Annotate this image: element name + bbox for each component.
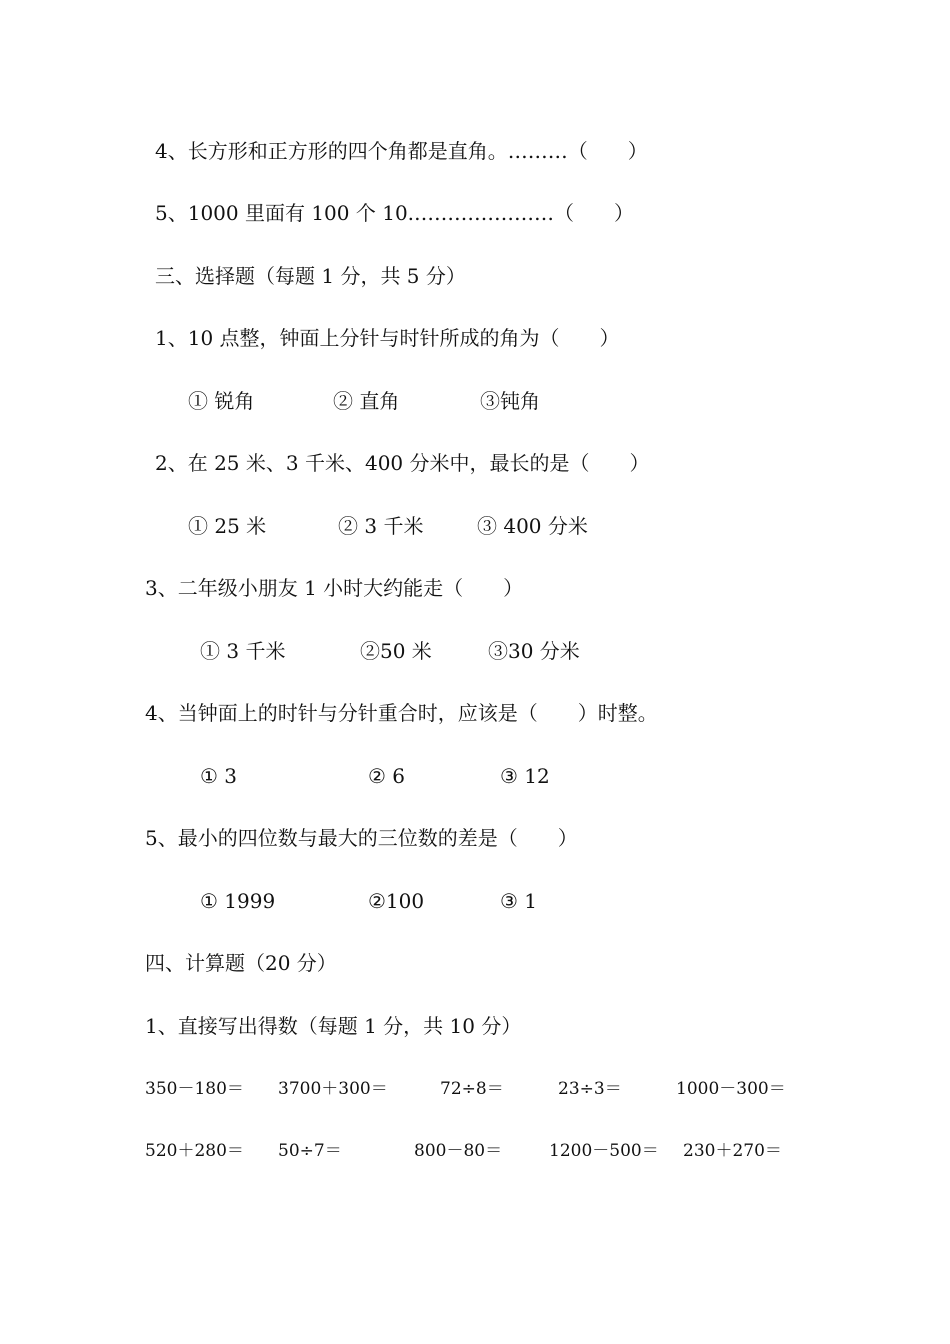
- section-4-sub1: 1、直接写出得数（每题 1 分，共 10 分）: [145, 1014, 522, 1038]
- calc-r1-4: 23÷3＝: [558, 1079, 622, 1099]
- q4-option-1: ① 3: [200, 764, 238, 788]
- calc-r1-2: 3700＋300＝: [278, 1079, 388, 1099]
- q1-option-3: ③钝角: [480, 389, 540, 413]
- choice-question-5: 5、最小的四位数与最大的三位数的差是（ ）: [145, 826, 578, 850]
- q4-option-2: ② 6: [368, 764, 406, 788]
- q5-option-1: ① 1999: [200, 889, 276, 913]
- calc-r2-5: 230＋270＝: [683, 1141, 782, 1161]
- section-4-title: 四、计算题（20 分）: [145, 951, 337, 975]
- calc-r1-1: 350－180＝: [145, 1079, 244, 1099]
- calc-r1-3: 72÷8＝: [440, 1079, 504, 1099]
- calc-r2-1: 520＋280＝: [145, 1141, 244, 1161]
- q3-option-2: ②50 米: [360, 639, 432, 663]
- judgement-question-5: 5、1000 里面有 100 个 10.…………………（ ）: [155, 201, 635, 225]
- q3-option-1: ① 3 千米: [200, 639, 286, 663]
- choice-question-1: 1、10 点整，钟面上分针与时针所成的角为（ ）: [155, 326, 620, 350]
- calc-r1-5: 1000－300＝: [676, 1079, 786, 1099]
- q4-option-3: ③ 12: [500, 764, 550, 788]
- calc-r2-2: 50÷7＝: [278, 1141, 342, 1161]
- q5-option-3: ③ 1: [500, 889, 538, 913]
- q2-option-3: ③ 400 分米: [477, 514, 588, 538]
- q1-option-2: ② 直角: [333, 389, 400, 413]
- choice-question-2: 2、在 25 米、3 千米、400 分米中，最长的是（ ）: [155, 451, 650, 475]
- q2-option-2: ② 3 千米: [338, 514, 424, 538]
- q1-option-1: ① 锐角: [188, 389, 255, 413]
- calc-r2-4: 1200－500＝: [549, 1141, 659, 1161]
- calc-r2-3: 800－80＝: [414, 1141, 503, 1161]
- q2-option-1: ① 25 米: [188, 514, 267, 538]
- choice-question-3: 3、二年级小朋友 1 小时大约能走（ ）: [145, 576, 524, 600]
- q5-option-2: ②100: [368, 889, 425, 913]
- choice-question-4: 4、当钟面上的时针与分针重合时，应该是（ ）时整。: [145, 701, 658, 725]
- section-3-title: 三、选择题（每题 1 分，共 5 分）: [155, 264, 466, 288]
- judgement-question-4: 4、长方形和正方形的四个角都是直角。………（ ）: [155, 139, 648, 163]
- q3-option-3: ③30 分米: [488, 639, 580, 663]
